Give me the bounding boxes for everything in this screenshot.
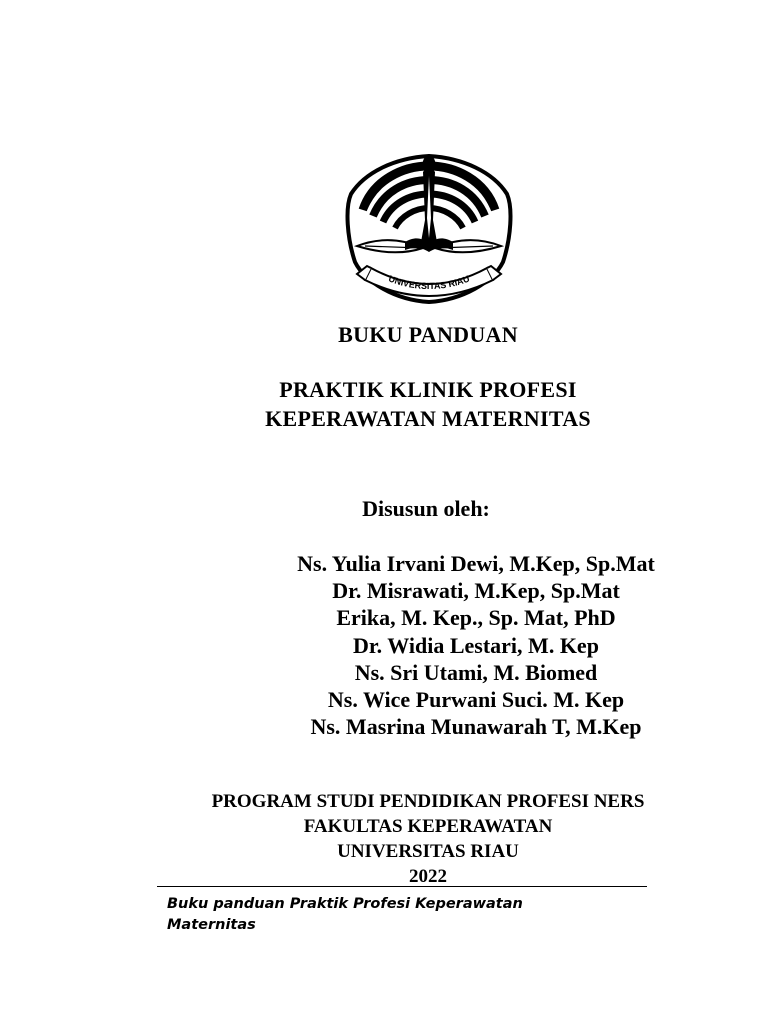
author-name: Ns. Yulia Irvani Dewi, M.Kep, Sp.Mat [297,551,655,576]
emblem-ribbon-text: UNIVERSITAS RIAU [387,273,471,292]
footer-divider [157,886,647,887]
author-name: Dr. Misrawati, M.Kep, Sp.Mat [332,578,620,604]
subtitle-line: KEPERAWATAN MATERNITAS [265,406,591,431]
faculty-name: FAKULTAS KEPERAWATAN [303,816,553,837]
program-name: PROGRAM STUDI PENDIDIKAN PROFESI NERS [211,791,645,812]
author-name: Dr. Widia Lestari, M. Kep [353,632,599,658]
author-list [92,550,768,740]
compiled-by-label: Disusun oleh: [362,496,490,521]
universitas-riau-emblem-icon [343,150,515,306]
institution-block [44,789,768,889]
cover-title: BUKU PANDUAN [338,322,518,347]
footer-running-title: Buku panduan Praktik Profesi Keperawatan Maternitas [167,896,523,933]
university-name: UNIVERSITAS RIAU [337,841,519,862]
author-name: Erika, M. Kep., Sp. Mat, PhD [336,605,616,631]
publication-year: 2022 [409,866,447,887]
author-name: Ns. Masrina Munawarah T, M.Kep [310,714,642,740]
subtitle-line: PRAKTIK KLINIK PROFESI [279,377,577,402]
cover-subtitle [44,375,768,433]
author-name: Ns. Wice Purwani Suci. M. Kep [327,687,625,713]
author-name: Ns. Sri Utami, M. Biomed [354,659,598,685]
